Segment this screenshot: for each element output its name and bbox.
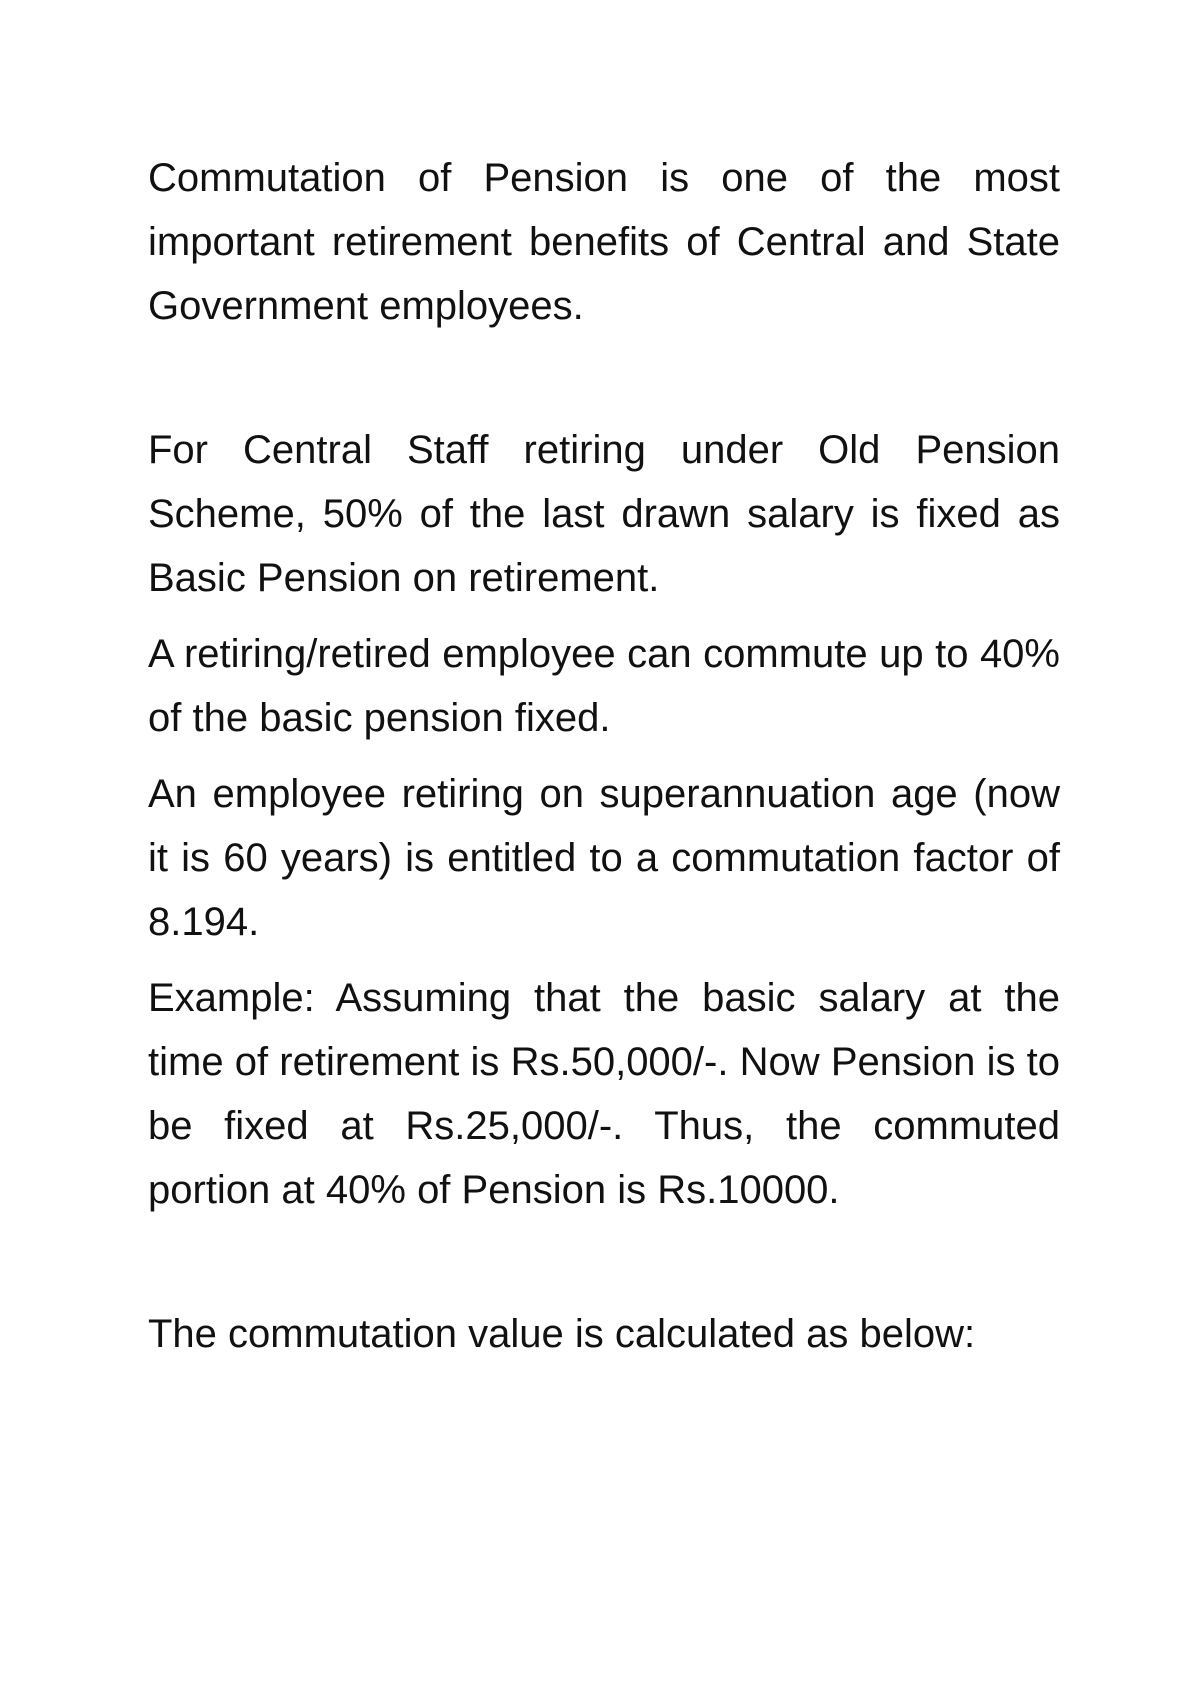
paragraph-calculation-intro: The commutation value is calculated as below:	[148, 1312, 976, 1356]
paragraph-intro: Commutation of Pension is one of the most important retirement benefits of Central and State Government employees.	[148, 156, 1060, 328]
document-body	[148, 146, 1060, 1366]
paragraph-example: Example: Assuming that the basic salary at the time of retirement is Rs.50,000/-. Now Pension is to be fixed at Rs.25,000/-. Thus, the commuted portion at 40% of Pension is Rs.10000.	[148, 976, 1060, 1212]
paragraph-commutation-factor: An employee retiring on superannuation age (now it is 60 years) is entitled to a commutation factor of 8.194.	[148, 772, 1060, 944]
paragraph-basic-pension: For Central Staff retiring under Old Pension Scheme, 50% of the last drawn salary is fixed as Basic Pension on retirement.	[148, 428, 1060, 600]
paragraph-commute-limit: A retiring/retired employee can commute up to 40% of the basic pension fixed.	[148, 632, 1060, 740]
